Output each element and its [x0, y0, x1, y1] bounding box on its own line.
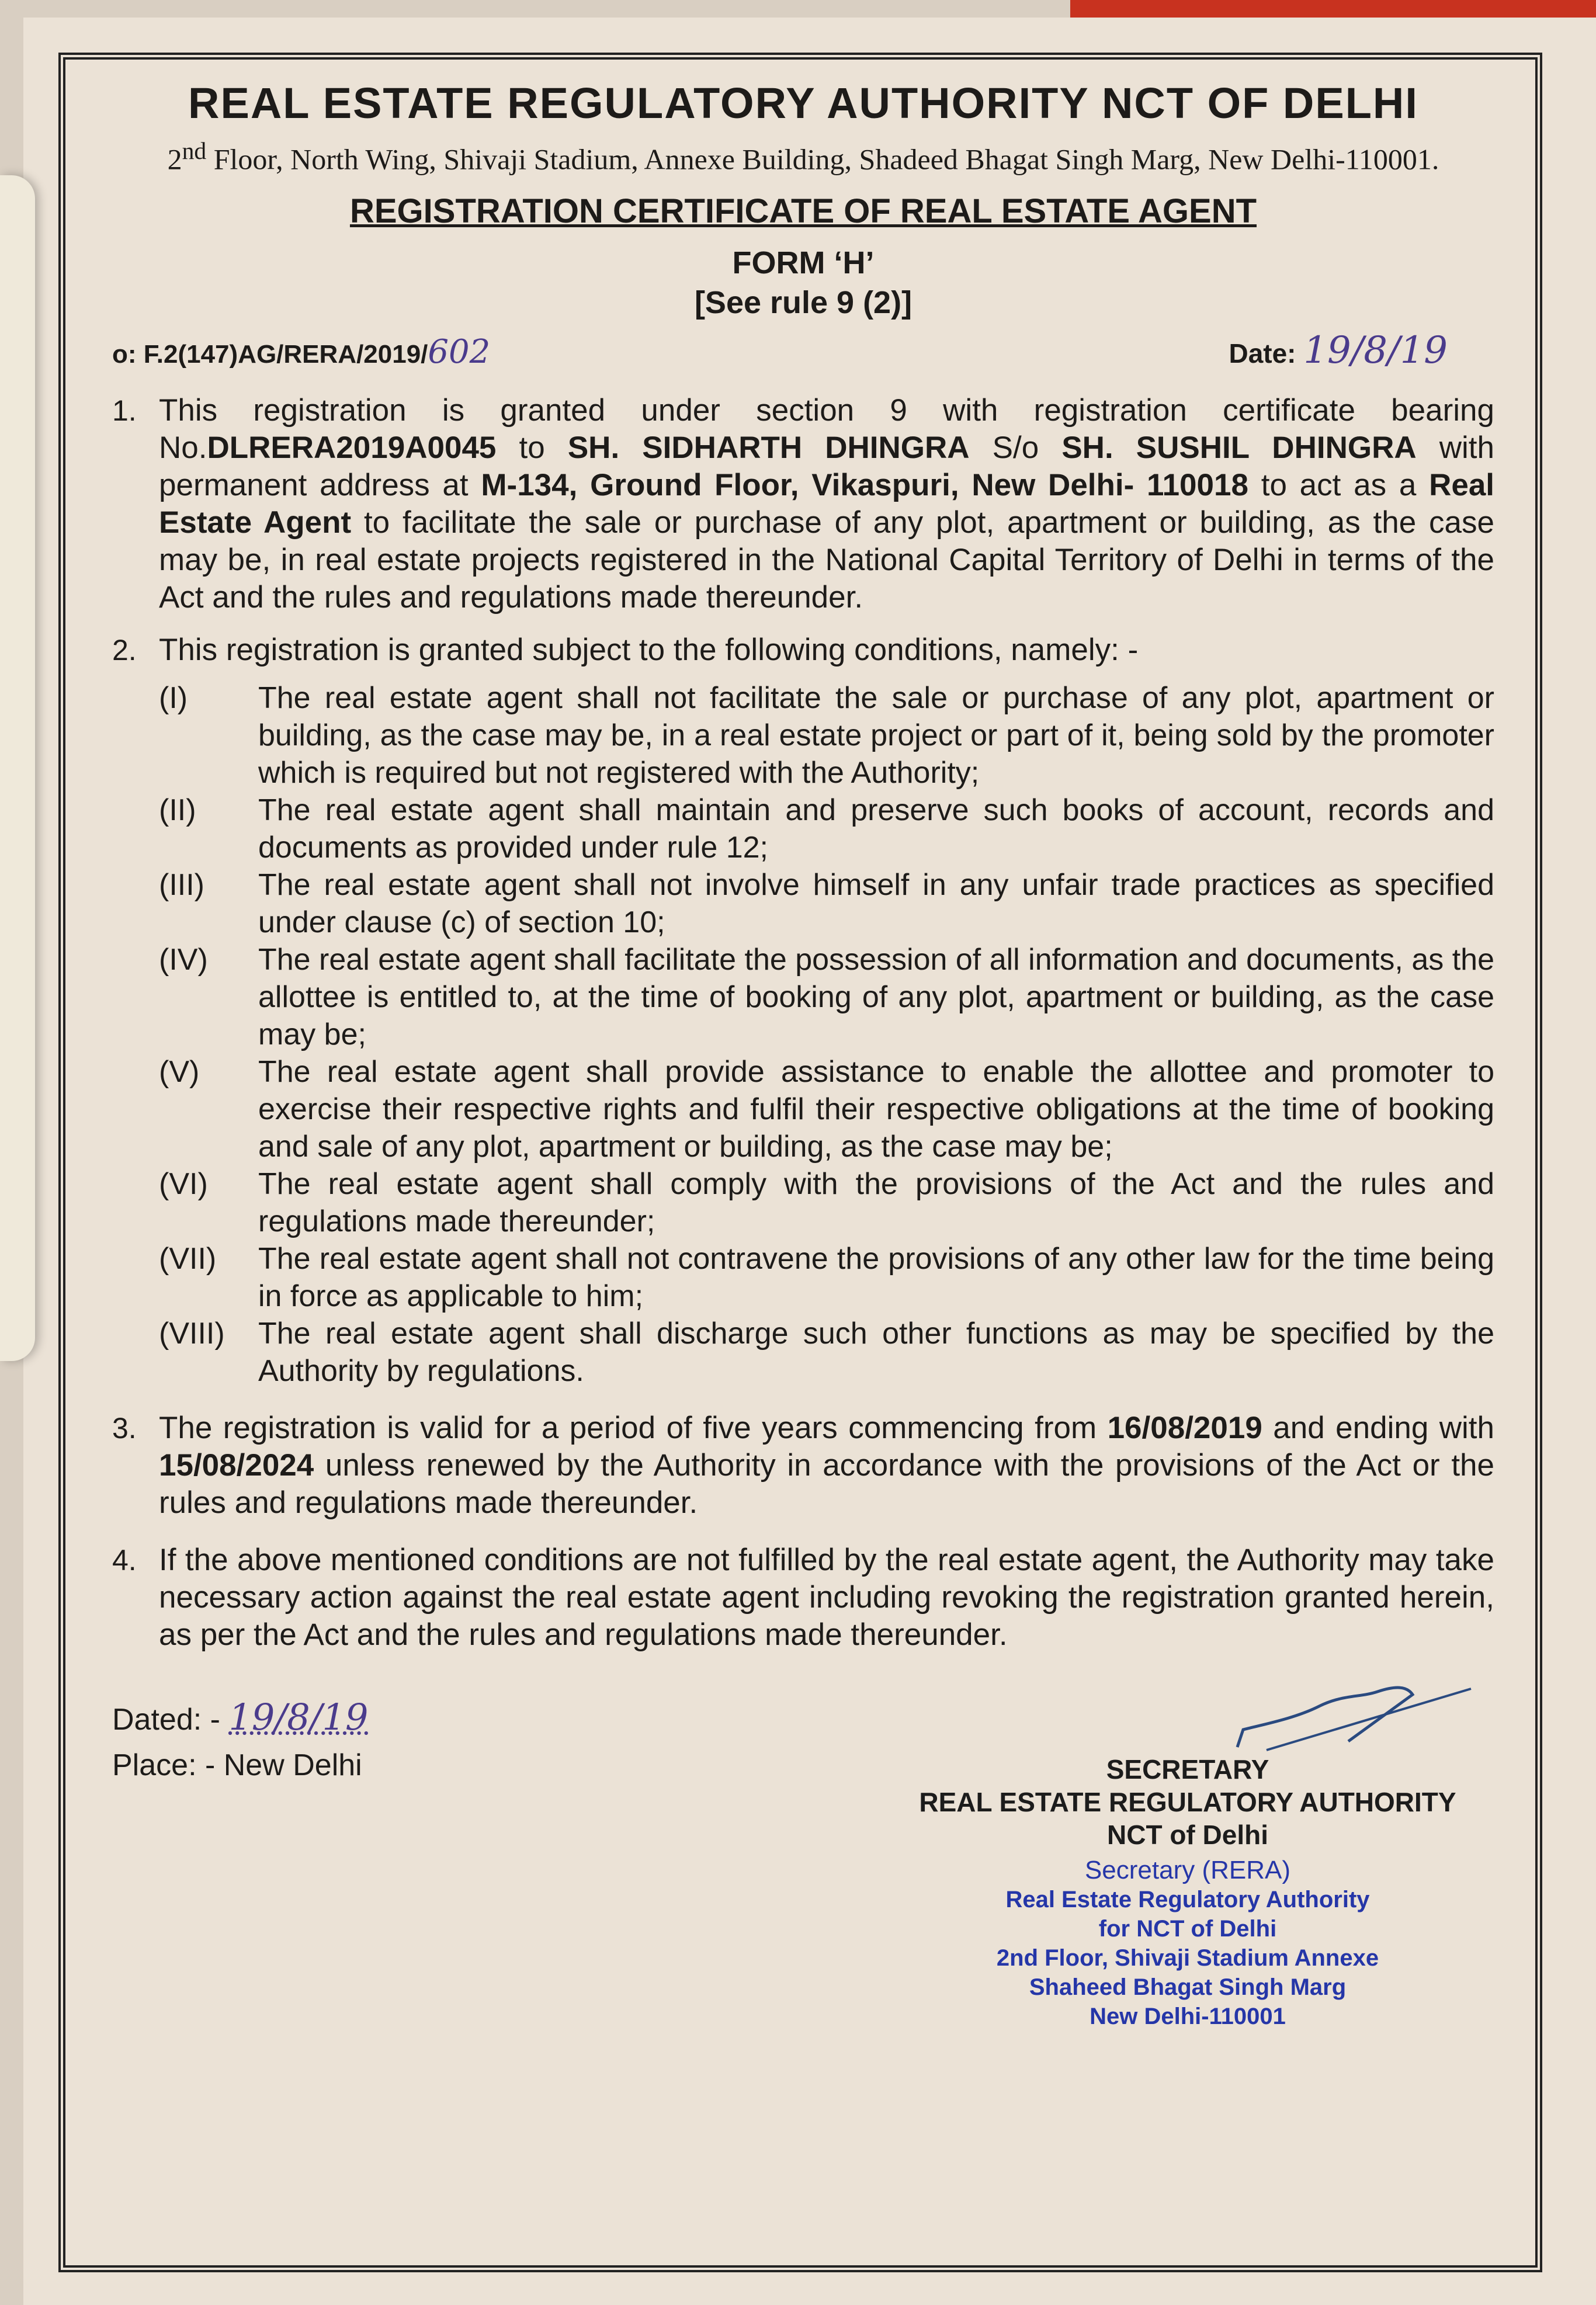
p1-text: with permanent address at — [159, 430, 1494, 502]
place-label: Place: - — [112, 1748, 216, 1782]
p1-text: to facilitate the sale or purchase of any plot, apartment or building, as the case may be, in real estate projects registered in the National Capital Territory of Delhi in terms of the Act and the rules and regulations made thereunder. — [159, 505, 1494, 615]
conditions-list — [112, 679, 1494, 1390]
signature-block — [881, 1683, 1494, 2031]
paragraph-4: If the above mentioned conditions are not fulfilled by the real estate agent, the Authority may take necessary action against the real estate agent including revoking the registration granted herein, as per the Act and the rules and regulations made thereunder. — [159, 1542, 1494, 1652]
dated-label: Dated: - — [112, 1702, 220, 1737]
reference-number — [112, 330, 490, 377]
condition-numeral: (III) — [159, 867, 204, 902]
paragraph-2-row — [112, 631, 1494, 669]
reference-date-row — [112, 328, 1494, 377]
notebook-edge — [0, 175, 35, 1361]
stamp-line: Real Estate Regulatory Authority — [1005, 1886, 1370, 1912]
page-border — [58, 53, 1542, 2272]
condition-numeral: (V) — [159, 1054, 200, 1089]
place-line — [112, 1742, 368, 1788]
condition-numeral: (VIII) — [159, 1316, 225, 1351]
signatory-authority: REAL ESTATE REGULATORY AUTHORITY — [919, 1786, 1456, 1817]
para-3-number: 3. — [112, 1411, 137, 1445]
stamp-line: for NCT of Delhi — [1098, 1915, 1277, 1942]
p3-text: The registration is valid for a period of five years commencing from — [159, 1410, 1108, 1445]
registration-number: DLRERA2019A0045 — [207, 430, 497, 465]
condition-text: The real estate agent shall not involve himself in any unfair trade practices as specified under clause (c) of section 10; — [258, 867, 1494, 939]
place-value: New Delhi — [223, 1748, 362, 1782]
paragraph-3 — [159, 1410, 1494, 1522]
condition-numeral: (I) — [159, 681, 188, 715]
authority-address — [112, 133, 1494, 178]
address-superscript: nd — [182, 138, 207, 165]
paragraph-4-row — [112, 1542, 1494, 1654]
address-text: Floor, North Wing, Shivaji Stadium, Annexe Building, Shadeed Bhagat Singh Marg, New Delhi-110001. — [213, 143, 1439, 176]
p3-text: and ending with — [1262, 1410, 1495, 1445]
stamp-line: Secretary (RERA) — [1084, 1855, 1291, 1884]
agent-address: M-134, Ground Floor, Vikaspuri, New Delhi- 110018 — [481, 467, 1248, 502]
condition-numeral: (II) — [159, 793, 196, 827]
p1-text: to — [496, 430, 568, 465]
condition-text: The real estate agent shall maintain and preserve such books of account, records and documents as provided under rule 12; — [258, 793, 1494, 865]
footer — [112, 1683, 1494, 2031]
agent-name: SH. SIDHARTH DHINGRA — [567, 430, 970, 465]
valid-from-date: 16/08/2019 — [1107, 1410, 1262, 1445]
condition-5 — [159, 1053, 1494, 1165]
p1-text: S/o — [969, 430, 1062, 465]
form-heading — [112, 243, 1494, 322]
p1-text: to act as a — [1248, 467, 1430, 502]
stamp-line: New Delhi-110001 — [1090, 2003, 1286, 2029]
dated-line — [112, 1695, 368, 1742]
condition-7 — [159, 1240, 1494, 1315]
address-floor-number: 2 — [167, 143, 182, 176]
dated-handwritten: 19/8/19 — [228, 1695, 369, 1738]
condition-8 — [159, 1315, 1494, 1390]
date-handwritten: 19/8/19 — [1303, 328, 1448, 372]
condition-1 — [159, 679, 1494, 792]
p3-text: unless renewed by the Authority in accordance with the provisions of the Act or the rules and regulations made thereunder. — [159, 1447, 1494, 1520]
stamp-line: Shaheed Bhagat Singh Marg — [1029, 1974, 1347, 2000]
reference-prefix: o: F.2(147)AG/RERA/2019/ — [112, 339, 428, 369]
certificate-title: REGISTRATION CERTIFICATE OF REAL ESTATE AGENT — [349, 192, 1257, 230]
stamp-line: 2nd Floor, Shivaji Stadium Annexe — [996, 1945, 1379, 1971]
para-4-number: 4. — [112, 1543, 137, 1577]
condition-text: The real estate agent shall provide assistance to enable the allottee and promoter to exercise their respective rights and fulfil their respective obligations at the time of booking and sale of any plot, apartment or building, as the case may be; — [258, 1054, 1494, 1164]
condition-4 — [159, 941, 1494, 1053]
condition-numeral: (VI) — [159, 1167, 208, 1201]
valid-until-date: 15/08/2024 — [159, 1447, 314, 1483]
condition-text: The real estate agent shall facilitate the possession of all information and documents, as the allottee is entitled to, at the time of booking of any plot, apartment or building, as the case may be; — [258, 942, 1494, 1051]
paragraph-3-row — [112, 1410, 1494, 1522]
condition-6 — [159, 1165, 1494, 1240]
condition-text: The real estate agent shall not contravene the provisions of any other law for the time being in force as applicable to him; — [258, 1241, 1494, 1313]
form-label: FORM ‘H’ — [732, 245, 875, 280]
condition-text: The real estate agent shall comply with the provisions of the Act and the rules and regulations made thereunder; — [258, 1167, 1494, 1238]
paragraph-1 — [159, 392, 1494, 616]
authority-title: REAL ESTATE REGULATORY AUTHORITY NCT OF DELHI — [188, 79, 1418, 127]
signature-scribble — [1231, 1683, 1477, 1753]
rule-label: [See rule 9 (2)] — [694, 284, 913, 320]
agent-role: Real Estate Agent — [159, 467, 1495, 540]
p1-text: This registration is granted under section 9 with registration certificate bearing No. — [159, 393, 1494, 465]
para-2-number: 2. — [112, 633, 137, 666]
father-name: SH. SUSHIL DHINGRA — [1061, 430, 1417, 465]
condition-3 — [159, 866, 1494, 941]
condition-text: The real estate agent shall discharge such other functions as may be specified by the Authority by regulations. — [258, 1316, 1494, 1388]
condition-2 — [159, 792, 1494, 866]
condition-numeral: (IV) — [159, 942, 208, 977]
condition-text: The real estate agent shall not facilitate the sale or purchase of any plot, apartment or building, as the case may be, in a real estate project or part of it, being sold by the promoter which is required but not registered with the Authority; — [258, 681, 1494, 790]
paragraph-2: This registration is granted subject to the following conditions, namely: - — [159, 632, 1139, 667]
issue-date — [1229, 328, 1448, 376]
condition-numeral: (VII) — [159, 1241, 217, 1276]
signatory-title: SECRETARY — [1106, 1754, 1269, 1785]
paragraph-1-row — [112, 392, 1494, 616]
reference-handwritten: 602 — [428, 332, 491, 371]
date-label: Date: — [1229, 338, 1296, 369]
para-1-number: 1. — [112, 394, 137, 427]
dated-place — [112, 1683, 368, 2031]
signatory-region: NCT of Delhi — [1107, 1819, 1268, 1850]
